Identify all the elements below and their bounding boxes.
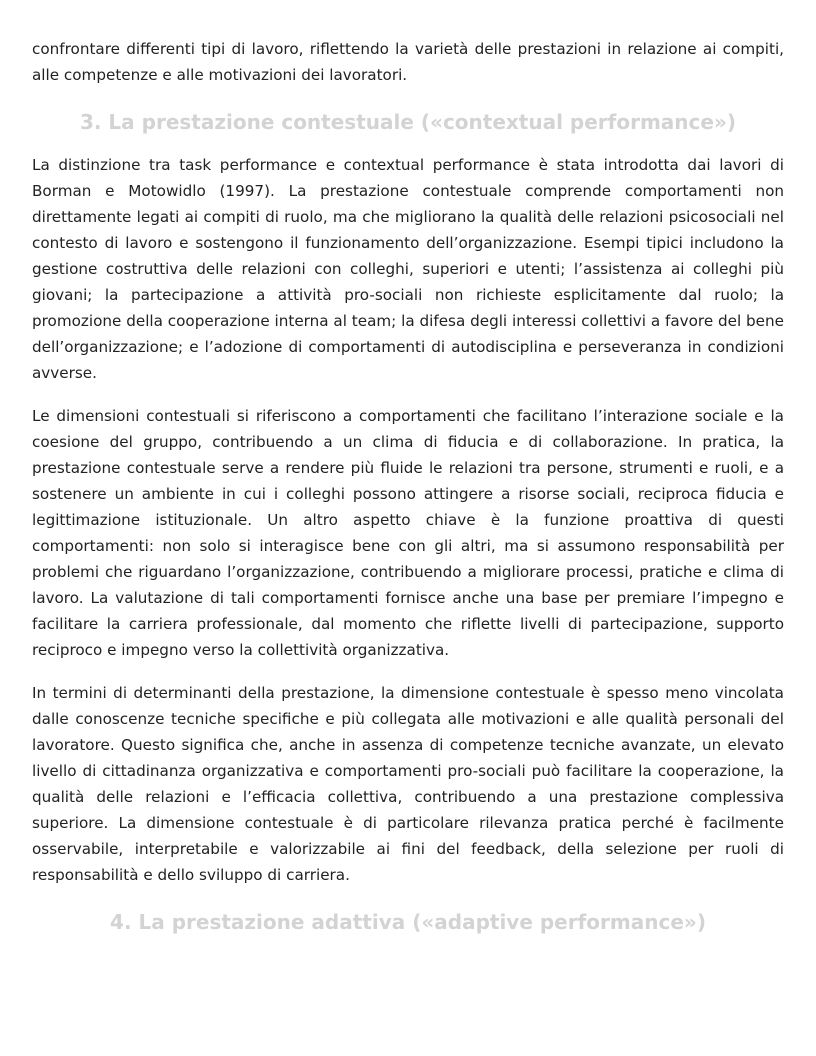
paragraph-contextual-definition: La distinzione tra task performance e contextual performance è stata introdotta dai lavori di Borman e Motowidlo (1997). La prestazione contestuale comprende comportamenti non direttamente legati ai compiti di ruolo, ma che migliorano la qualità delle relazioni psicosociali nel contesto di lavoro e sostengono il funzionamento dell’organizzazione. Esempi tipici includono la gestione costruttiva delle relazioni con colleghi, superiori e utenti; l’assistenza ai colleghi più giovani; la partecipazione a attività pro-sociali non richieste esplicitamente dal ruolo; la promozione della cooperazione interna al team; la difesa degli interessi collettivi a favore del bene dell’organizzazione; e l’adozione di comportamenti di autodisciplina e perseveranza in condizioni avverse. xyxy=(32,156,784,382)
paragraph-contextual-dimensions: Le dimensioni contestuali si riferiscono a comportamenti che facilitano l’interazione sociale e la coesione del gruppo, contribuendo a un clima di fiducia e di collaborazione. In pratica, la prestazione contestuale serve a rendere più fluide le relazioni tra persone, strumenti e ruoli, e a sostenere un ambiente in cui i colleghi possono attingere a risorse sociali, reciproca fiducia e legittimazione istituzionale. Un altro aspetto chiave è la funzione proattiva di questi comportamenti: non solo si interagisce bene con gli altri, ma si assumono responsabilità per problemi che riguardano l’organizzazione, contribuendo a migliorare processi, pratiche e clima di lavoro. La valutazione di tali comportamenti fornisce anche una base per premiare l’impegno e facilitare la carriera professionale, dal momento che riflette livelli di partecipazione, supporto reciproco e impegno verso la collettività organizzativa. xyxy=(32,407,784,659)
paragraph-intro-continuation: confrontare differenti tipi di lavoro, riflettendo la varietà delle prestazioni in relazione ai compiti, alle competenze e alle motivazioni dei lavoratori. xyxy=(32,40,784,84)
section-heading-contextual-performance: 3. La prestazione contestuale («contextual performance») xyxy=(79,110,737,134)
document-page xyxy=(32,36,784,936)
paragraph-contextual-determinants: In termini di determinanti della prestazione, la dimensione contestuale è spesso meno vincolata dalle conoscenze tecniche specifiche e più collegata alle motivazioni e alle qualità personali del lavoratore. Questo significa che, anche in assenza di competenze tecniche avanzate, un elevato livello di cittadinanza organizzativa e comportamenti pro-sociali può facilitare la cooperazione, la qualità delle relazioni e l’efficacia collettiva, contribuendo a una prestazione complessiva superiore. La dimensione contestuale è di particolare rilevanza pratica perché è facilmente osservabile, interpretabile e valorizzabile ai fini del feedback, della selezione per ruoli di responsabilità e dello sviluppo di carriera. xyxy=(32,684,784,884)
section-heading-adaptive-performance: 4. La prestazione adattiva («adaptive performance») xyxy=(110,910,706,934)
